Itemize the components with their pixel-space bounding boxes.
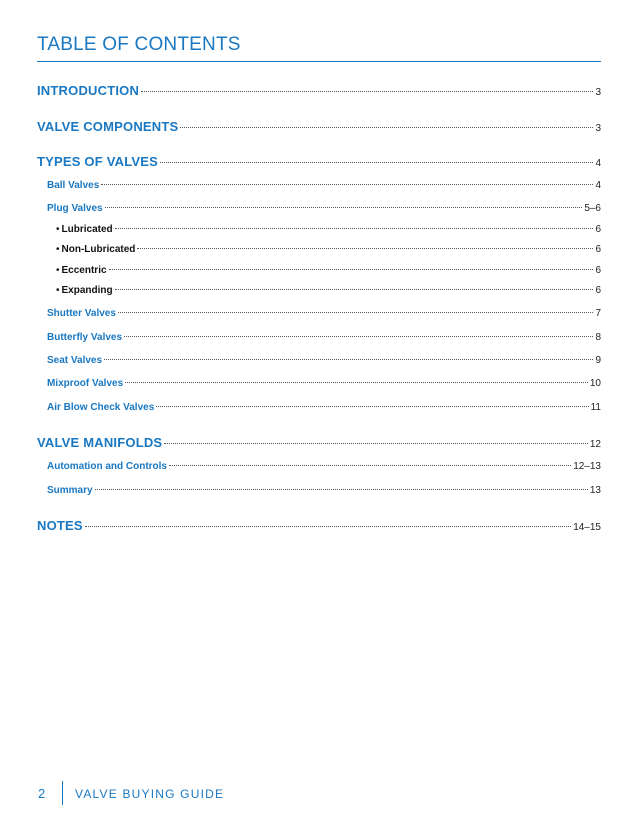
toc-entry-page: 12–13 — [573, 461, 601, 472]
toc-entry-label: Ball Valves — [47, 180, 100, 191]
toc-entry-label: Eccentric — [61, 265, 107, 276]
toc-entry-page: 10 — [589, 378, 601, 389]
page-title: TABLE OF CONTENTS — [37, 34, 241, 55]
bullet-icon: • — [56, 265, 60, 276]
dot-leader — [156, 406, 588, 407]
toc-entry-page: 6 — [595, 244, 601, 255]
dot-leader — [137, 248, 593, 249]
toc-entry-valve-manifolds[interactable] — [37, 435, 601, 450]
toc-entry-label: Non-Lubricated — [61, 244, 136, 255]
dot-leader — [141, 91, 593, 92]
dot-leader — [101, 184, 593, 185]
dot-leader — [169, 465, 571, 466]
toc-entry-expanding[interactable] — [56, 285, 601, 296]
toc-entry-label: Air Blow Check Valves — [47, 402, 155, 413]
toc-entry-page: 14–15 — [573, 522, 601, 533]
dot-leader — [164, 443, 588, 444]
toc-entry-label: Butterfly Valves — [47, 332, 123, 343]
toc-entry-seat-valves[interactable] — [47, 355, 601, 366]
toc-entry-page: 4 — [595, 158, 601, 169]
toc-entry-page: 5–6 — [584, 203, 601, 214]
toc-entry-lubricated[interactable] — [56, 224, 601, 235]
toc-entry-label: Automation and Controls — [47, 461, 167, 472]
toc-entry-label: INTRODUCTION — [37, 83, 140, 98]
toc-entry-summary[interactable] — [47, 485, 601, 496]
toc-entry-label: Plug Valves — [47, 203, 103, 214]
toc-entry-ball-valves[interactable] — [47, 180, 601, 191]
footer-divider — [62, 781, 63, 805]
toc-entry-page: 6 — [595, 224, 601, 235]
toc-entry-types-of-valves[interactable] — [37, 154, 601, 169]
dot-leader — [115, 289, 594, 290]
toc-entry-plug-valves[interactable] — [47, 203, 601, 214]
title-divider — [37, 61, 601, 62]
dot-leader — [160, 162, 593, 163]
toc-entry-page: 8 — [595, 332, 601, 343]
toc-entry-introduction[interactable] — [37, 83, 601, 98]
toc-entry-label: Lubricated — [61, 224, 113, 235]
bullet-icon: • — [56, 244, 60, 255]
toc-entry-label: Mixproof Valves — [47, 378, 124, 389]
toc-entry-label: NOTES — [37, 518, 83, 533]
toc-entry-butterfly-valves[interactable] — [47, 332, 601, 343]
toc-entry-label: VALVE COMPONENTS — [37, 119, 179, 134]
toc-entry-page: 6 — [595, 265, 601, 276]
toc-entry-notes[interactable] — [37, 518, 601, 533]
toc-entry-shutter-valves[interactable] — [47, 308, 601, 319]
toc-entry-page: 3 — [595, 123, 601, 134]
dot-leader — [104, 359, 593, 360]
dot-leader — [124, 336, 593, 337]
toc-entry-label: Seat Valves — [47, 355, 103, 366]
toc-entry-page: 9 — [595, 355, 601, 366]
toc-entry-eccentric[interactable] — [56, 265, 601, 276]
footer-page-number: 2 — [38, 786, 46, 801]
toc-entry-page: 13 — [589, 485, 601, 496]
toc-entry-label: Shutter Valves — [47, 308, 116, 319]
toc-entry-mixproof-valves[interactable] — [47, 378, 601, 389]
toc-entry-label: TYPES OF VALVES — [37, 154, 158, 169]
toc-entry-page: 6 — [595, 285, 601, 296]
toc-entry-page: 11 — [590, 402, 601, 413]
dot-leader — [85, 526, 571, 527]
toc-entry-label: VALVE MANIFOLDS — [37, 435, 163, 450]
bullet-icon: • — [56, 224, 60, 235]
toc-entry-air-blow-check-valves[interactable] — [47, 402, 601, 413]
dot-leader — [95, 489, 588, 490]
footer-guide-title: VALVE BUYING GUIDE — [75, 787, 225, 801]
toc-entry-page: 3 — [595, 87, 601, 98]
dot-leader — [109, 269, 594, 270]
toc-entry-valve-components[interactable] — [37, 119, 601, 134]
toc-entry-page: 4 — [595, 180, 601, 191]
dot-leader — [180, 127, 593, 128]
dot-leader — [115, 228, 594, 229]
toc-entry-page: 7 — [595, 308, 601, 319]
toc-entry-automation-and-controls[interactable] — [47, 461, 601, 472]
bullet-icon: • — [56, 285, 60, 296]
dot-leader — [125, 382, 588, 383]
toc-entry-label: Summary — [47, 485, 93, 496]
toc-entry-non-lubricated[interactable] — [56, 244, 601, 255]
dot-leader — [118, 312, 594, 313]
toc-entry-label: Expanding — [61, 285, 113, 296]
toc-entry-page: 12 — [589, 439, 601, 450]
dot-leader — [105, 207, 583, 208]
